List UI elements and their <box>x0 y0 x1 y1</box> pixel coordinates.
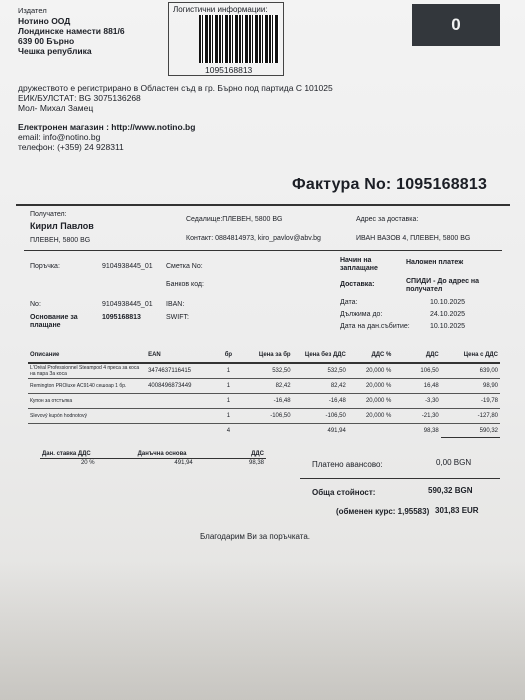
vat-summary-header <box>40 450 266 459</box>
number-label: No: <box>30 301 41 308</box>
row-qty: 1 <box>216 394 242 409</box>
row-ean: 3474637116415 <box>146 363 215 379</box>
row-ean: 4008496873449 <box>146 379 215 394</box>
row-ean <box>146 394 215 409</box>
tax-date-label: Дата на дан.събитие: <box>340 323 410 330</box>
header-net-price: Цена без ДДС <box>293 348 348 363</box>
row-qty: 1 <box>216 363 242 379</box>
row-vat-rate: 20,000 % <box>348 363 393 379</box>
recipient-seat: Седалище:ПЛЕВЕН, 5800 BG <box>186 216 283 223</box>
email-link[interactable]: email: info@notino.bg <box>18 132 101 142</box>
delivery-value: СПИДИ - До адрес на получател <box>406 278 480 293</box>
vat-header-rate: Дан. ставка ДДС <box>40 450 136 459</box>
row-description: Купон за отстъпка <box>28 394 146 409</box>
totals-unit-price <box>241 424 292 438</box>
header-gross-price: Цена с ДДС <box>441 348 500 363</box>
registration-line-2: ЕИК/БУЛСТАТ: BG 3075136268 <box>18 93 141 103</box>
recipient-label: Получател: <box>30 211 67 218</box>
items-table-header <box>28 348 500 363</box>
row-vat-rate: 20,000 % <box>348 394 393 409</box>
vat-summary-table <box>40 450 266 467</box>
row-qty: 1 <box>216 379 242 394</box>
table-row <box>28 379 500 394</box>
iban-label: IBAN: <box>166 301 185 308</box>
payment-method-label: Начин на заплащане <box>340 257 378 272</box>
vat-header-base: Данъчна основа <box>136 450 232 459</box>
header-vat-rate: ДДС % <box>348 348 393 363</box>
table-row <box>28 409 500 424</box>
totals-net-price: 491,94 <box>327 427 346 434</box>
payment-method-value: Наложен платеж <box>406 259 464 266</box>
seller-street: Лондинске намести 881/6 <box>18 26 125 36</box>
row-ean <box>146 409 215 424</box>
totals-vat-rate <box>348 424 393 438</box>
exchange-rate-value: 301,83 EUR <box>435 506 479 515</box>
row-net-price: -16,48 <box>293 394 348 409</box>
recipient-name: Кирил Павлов <box>30 221 94 231</box>
bank-code-label: Банков код: <box>166 281 204 288</box>
logistics-title: Логистични информации: <box>173 5 268 14</box>
delivery-address-label: Адрес за доставка: <box>356 216 419 223</box>
date-value: 10.10.2025 <box>430 299 466 306</box>
row-vat-rate: 20,000 % <box>348 409 393 424</box>
account-label: Сметка No: <box>166 263 203 270</box>
header-description: Описание <box>28 348 146 363</box>
row-description: Remington PROluxe AC9140 сешоар 1 бр. <box>28 379 146 394</box>
vat-summary-row <box>40 459 266 468</box>
vat-rate: 20 % <box>80 460 95 466</box>
row-vat: 16,48 <box>393 379 440 394</box>
barcode-graphic <box>199 15 279 63</box>
divider <box>300 478 500 479</box>
registration-block <box>18 83 333 113</box>
row-vat-rate: 20,000 % <box>348 379 393 394</box>
recipient-city: ПЛЕВЕН, 5800 BG <box>30 237 91 244</box>
due-date-label: Дължима до: <box>340 311 383 318</box>
row-vat: -3,30 <box>393 394 440 409</box>
row-vat: -21,30 <box>393 409 440 424</box>
order-value: 9104938445_01 <box>102 263 153 270</box>
delivery-label: Доставка: <box>340 281 375 288</box>
recipient-contact: Контакт: 0884814973, kiro_pavlov@abv.bg <box>186 235 321 242</box>
total-value: 590,32 BGN <box>428 486 473 495</box>
row-description: Slevový kupón hodnotový <box>28 409 146 424</box>
seller-label: Издател <box>18 6 47 15</box>
delivery-address: ИВАН ВАЗОВ 4, ПЛЕВЕН, 5800 BG <box>356 235 471 242</box>
total-label: Обща стойност: <box>312 488 376 497</box>
header-qty: бр <box>216 348 242 363</box>
row-vat: 106,50 <box>393 363 440 379</box>
header-vat: ДДС <box>393 348 440 363</box>
row-gross-price: 98,90 <box>441 379 500 394</box>
counter-box: 0 <box>412 4 500 46</box>
phone-number: телефон: (+359) 24 928311 <box>18 142 124 152</box>
row-net-price: 82,42 <box>293 379 348 394</box>
totals-vat: 98,38 <box>423 427 439 434</box>
payment-basis-value: 1095168813 <box>102 314 141 321</box>
row-net-price: 532,50 <box>293 363 348 379</box>
seller-block <box>18 6 125 56</box>
row-unit-price: 532,50 <box>241 363 292 379</box>
totals-gross-price: 590,32 <box>441 424 500 438</box>
divider <box>24 250 502 251</box>
payment-basis-label: Основание за плащане <box>30 314 78 329</box>
paper-shadow <box>0 560 525 700</box>
registration-line-3: Мол- Михал Замец <box>18 103 94 113</box>
table-row <box>28 363 500 379</box>
items-table <box>28 348 500 438</box>
logistics-box <box>168 2 284 76</box>
registration-line-1: дружеството е регистрирано в Областен съд в гр. Бърно под партида C 101025 <box>18 83 333 93</box>
tax-date-value: 10.10.2025 <box>430 323 466 330</box>
seller-city: 639 00 Бърно <box>18 36 75 46</box>
swift-label: SWIFT: <box>166 314 189 321</box>
seller-country: Чешка република <box>18 46 92 56</box>
exchange-rate-label: (обменен курс: 1,95583) <box>336 507 430 516</box>
header-ean: EAN <box>146 348 215 363</box>
totals-ean <box>146 424 215 438</box>
contact-block <box>18 122 195 152</box>
row-gross-price: 639,00 <box>441 363 500 379</box>
row-gross-price: -127,80 <box>441 409 500 424</box>
invoice-title: Фактура No: 1095168813 <box>292 176 488 193</box>
row-unit-price: -106,50 <box>241 409 292 424</box>
order-label: Поръчка: <box>30 263 60 270</box>
vat-amount: 98,38 <box>248 460 264 466</box>
barcode-number: 1095168813 <box>205 65 253 75</box>
row-description: L'Oréal Professionnel Steampod 4 преса за коса на пара За коса <box>28 363 146 379</box>
row-net-price: -106,50 <box>293 409 348 424</box>
number-value: 9104938445_01 <box>102 301 153 308</box>
totals-description <box>28 424 146 438</box>
advance-paid-value: 0,00 BGN <box>436 458 472 467</box>
table-row <box>28 394 500 409</box>
seller-name: Нотино ООД <box>18 16 71 26</box>
date-label: Дата: <box>340 299 358 306</box>
vat-header-vat: ДДС <box>232 450 266 459</box>
row-gross-price: -19,78 <box>441 394 500 409</box>
row-unit-price: -16,48 <box>241 394 292 409</box>
eshop-link[interactable]: Електронен магазин : http://www.notino.bg <box>18 122 196 132</box>
row-unit-price: 82,42 <box>241 379 292 394</box>
vat-base: 491,94 <box>174 460 193 466</box>
advance-paid-label: Платено авансово: <box>312 460 383 469</box>
totals-qty: 4 <box>226 427 231 434</box>
totals-row <box>28 424 500 438</box>
header-unit-price: Цена за бр <box>241 348 292 363</box>
thank-you-note: Благодарим Ви за поръчката. <box>200 532 311 541</box>
divider <box>16 204 510 206</box>
due-date-value: 24.10.2025 <box>430 311 466 318</box>
row-qty: 1 <box>216 409 242 424</box>
